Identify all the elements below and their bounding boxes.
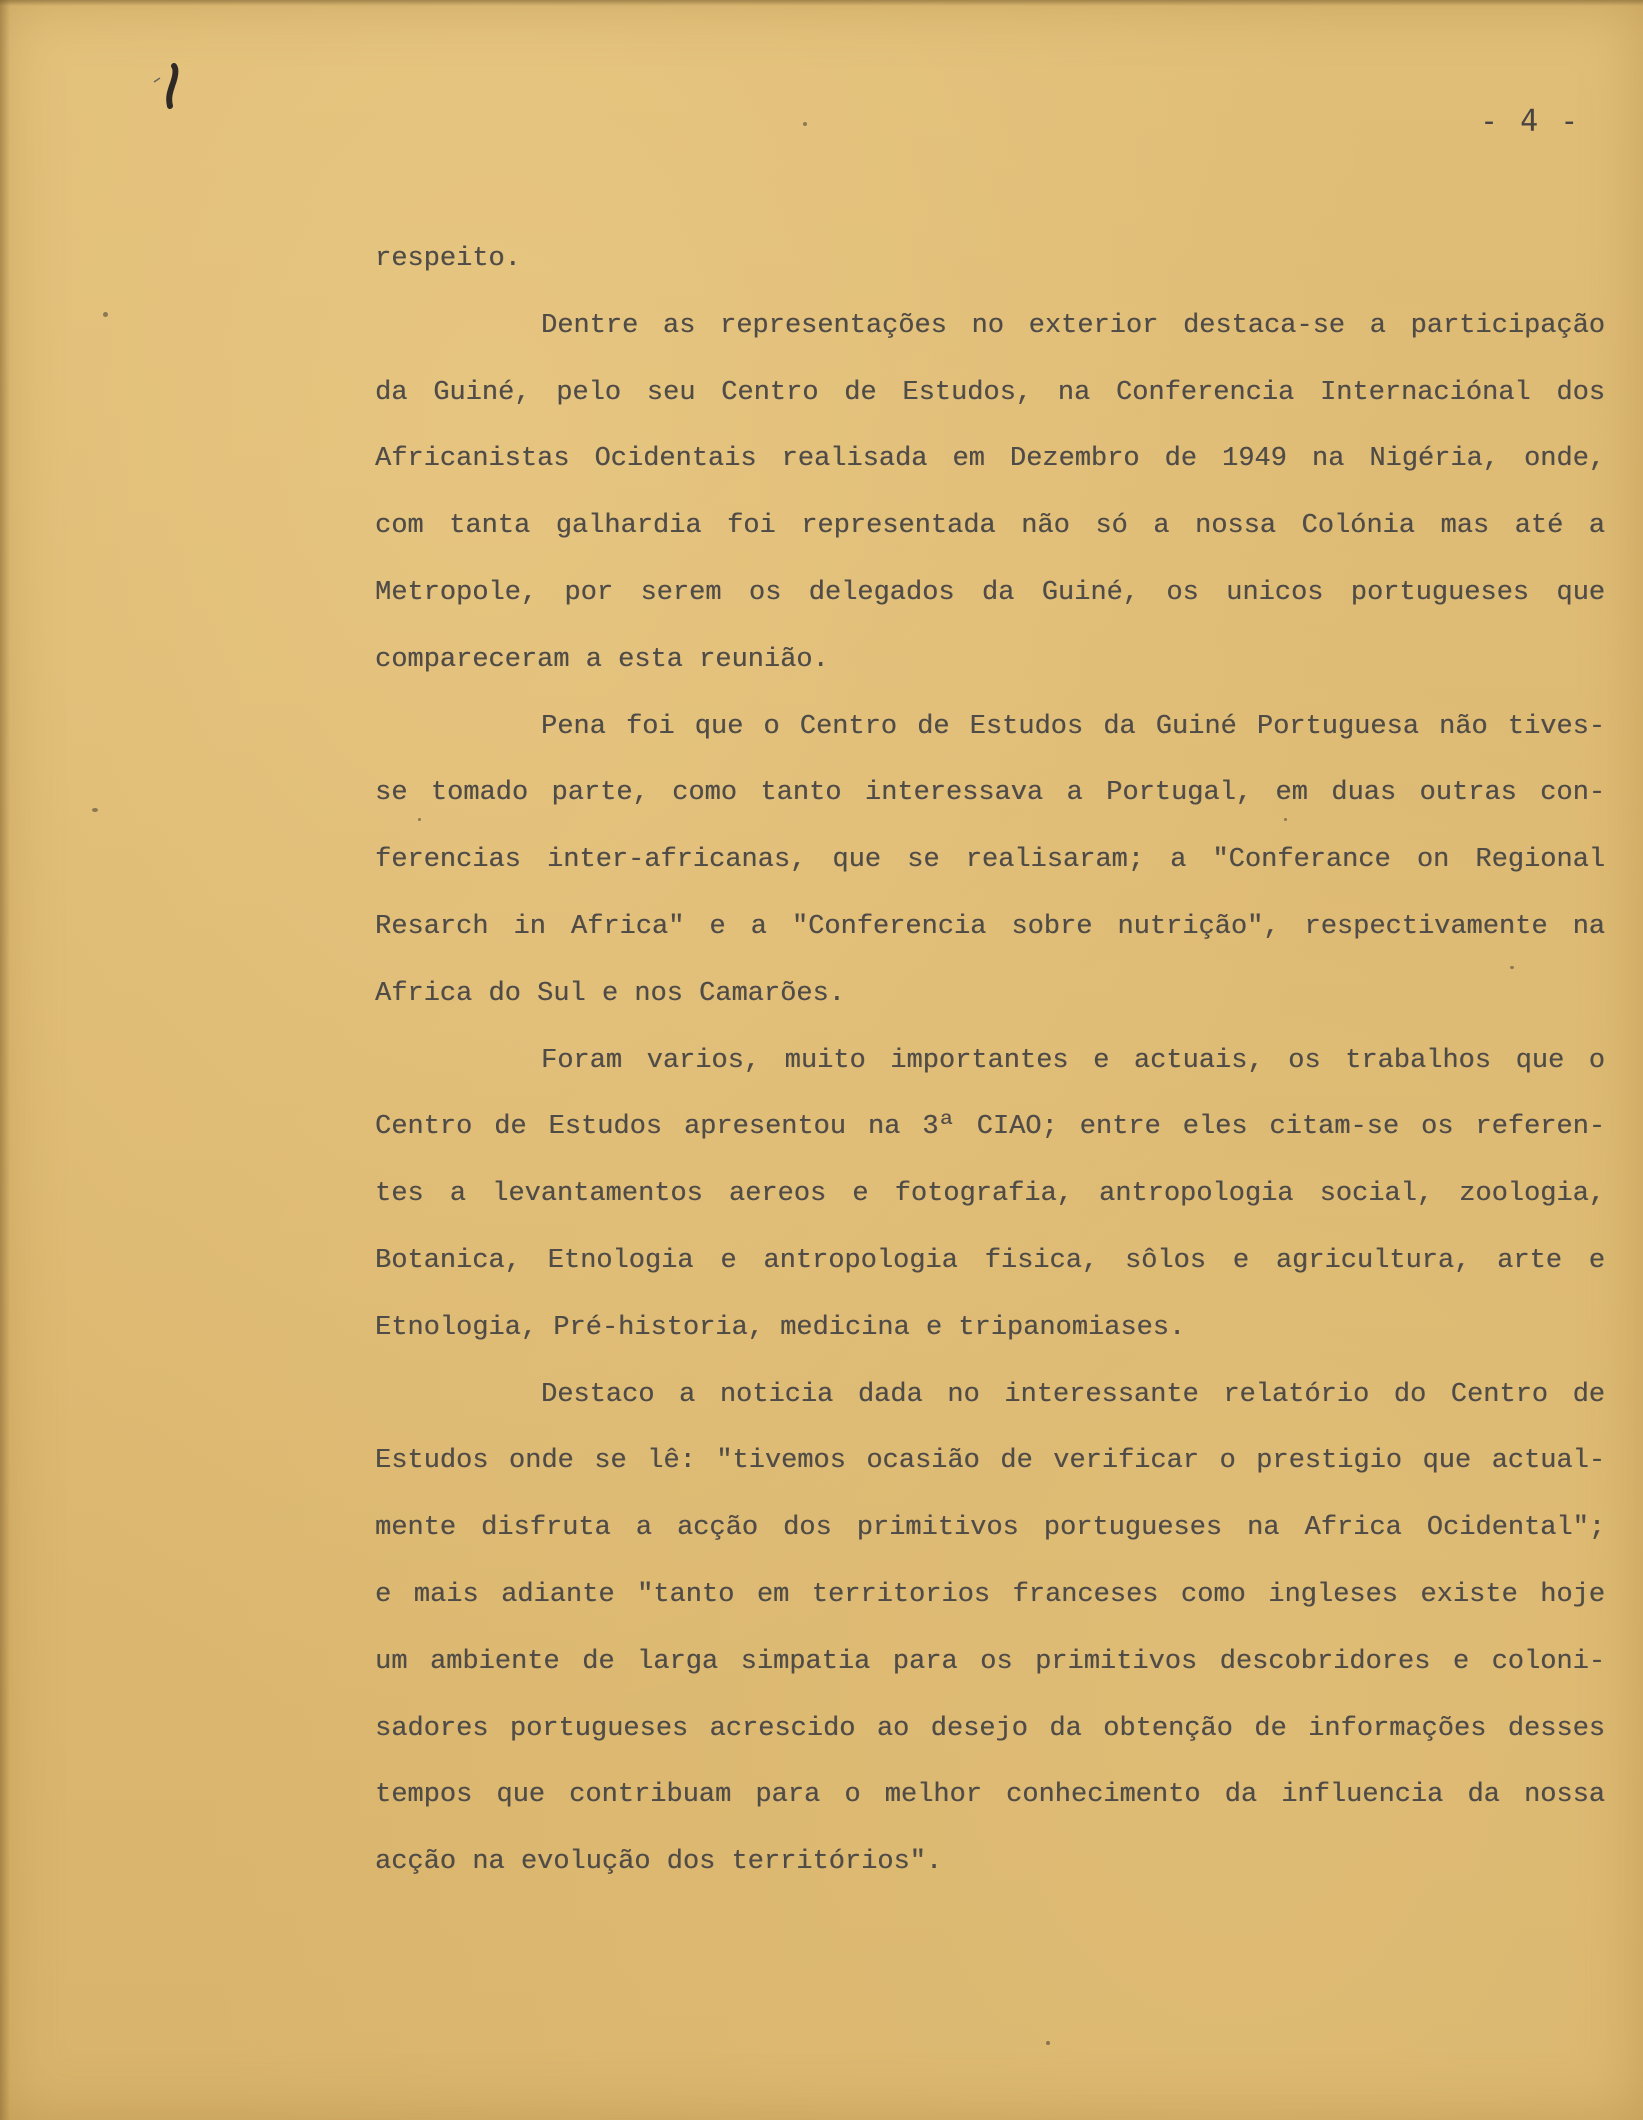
text-line: Estudos onde se lê: "tivemos ocasião de verificar o prestigio que actual- xyxy=(375,1446,1605,1477)
text-line: e mais adiante "tanto em territorios franceses como ingleses existe hoje xyxy=(375,1579,1605,1610)
text-line: ferencias inter-africanas, que se realisaram; a "Conferance on Regional xyxy=(375,845,1605,876)
text-line: tempos que contribuam para o melhor conhecimento da influencia da nossa xyxy=(375,1780,1605,1811)
text-line: Centro de Estudos apresentou na 3ª CIAO; entre eles citam-se os referen- xyxy=(375,1112,1605,1143)
text-line: Dentre as representações no exterior destaca-se a participação xyxy=(541,310,1605,341)
text-line: um ambiente de larga simpatia para os primitivos descobridores e coloni- xyxy=(375,1646,1605,1677)
text-line: Resarch in Africa" e a "Conferencia sobre nutrição", respectivamente na xyxy=(375,911,1605,942)
text-line: Botanica, Etnologia e antropologia fisica, sôlos e agricultura, arte e xyxy=(375,1245,1605,1276)
text-line: Metropole, por serem os delegados da Guiné, os unicos portugueses que xyxy=(375,577,1605,608)
paper-speck xyxy=(103,312,108,317)
paper-speck xyxy=(92,808,98,812)
paper-speck xyxy=(1510,966,1514,969)
text-line: acção na evolução dos territórios". xyxy=(375,1847,943,1878)
text-line: Africa do Sul e nos Camarões. xyxy=(375,978,845,1009)
page-top-edge xyxy=(0,0,1643,6)
text-line: Foram varios, muito importantes e actuais, os trabalhos que o xyxy=(541,1045,1605,1076)
text-line: sadores portugueses acrescido ao desejo da obtenção de informações desses xyxy=(375,1713,1605,1744)
text-line: da Guiné, pelo seu Centro de Estudos, na Conferencia Internaciónal dos xyxy=(375,377,1605,408)
text-line: Etnologia, Pré-historia, medicina e tripanomiases. xyxy=(375,1312,1186,1343)
text-line: compareceram a esta reunião. xyxy=(375,644,829,675)
text-line: Pena foi que o Centro de Estudos da Guiné Portuguesa não tives- xyxy=(541,711,1605,742)
paper-speck xyxy=(418,818,421,821)
ink-mark-icon xyxy=(150,62,190,112)
document-body xyxy=(375,226,1605,1896)
paper-speck xyxy=(803,122,807,126)
page-edge-shadow xyxy=(0,0,10,2120)
text-line: Destaco a noticia dada no interessante relatório do Centro de xyxy=(541,1379,1605,1410)
text-line: com tanta galhardia foi representada não só a nossa Colónia mas até a xyxy=(375,511,1605,542)
text-line: Africanistas Ocidentais realisada em Dezembro de 1949 na Nigéria, onde, xyxy=(375,444,1605,475)
text-line: se tomado parte, como tanto interessava a Portugal, em duas outras con- xyxy=(375,778,1605,809)
paper-speck xyxy=(1046,2041,1050,2045)
text-line: respeito. xyxy=(375,244,521,274)
page-number: - 4 - xyxy=(1480,104,1581,139)
text-line: tes a levantamentos aereos e fotografia, antropologia social, zoologia, xyxy=(375,1179,1605,1210)
paper-speck xyxy=(1284,818,1287,821)
text-line: mente disfruta a acção dos primitivos portugueses na Africa Ocidental"; xyxy=(375,1513,1605,1544)
